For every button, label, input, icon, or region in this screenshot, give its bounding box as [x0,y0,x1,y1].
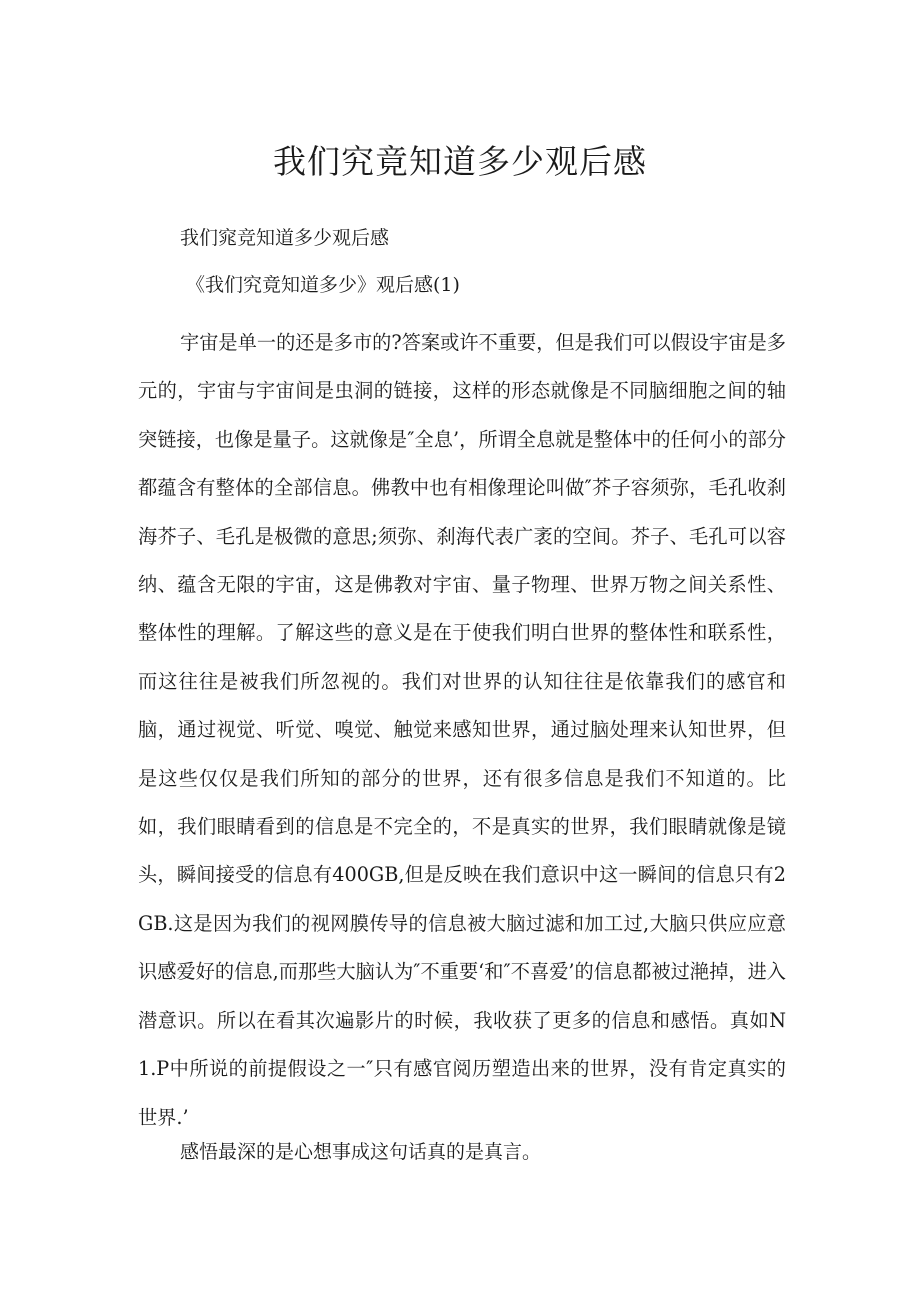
document-subtitle: 我们窕竞知道多少观后感 [180,227,390,249]
body-paragraph: 宇宙是单一的还是多市的?答案或许不重要，但是我们可以假设宇宙是多元的，宇宙与宇宙间是虫洞的链接，这样的形态就像是不同脑细胞之间的轴突链接，也像是量子。这就像是″全息’，所谓全息就是整体中的任何小的部分都蕴含有整体的全部信息。佛教中也有相像理论叫做″芥子容须弥，毛孔收刹海芥子、毛孔是极微的意思;须弥、刹海代表广袤的空间。芥子、毛孔可以容纳、蕴含无限的宇宙，这是佛教对宇宙、量子物理、世界万物之间关系性、整体性的理解。了解这些的意义是在于使我们明白世界的整体性和联系性，而这往往是被我们所忽视的。我们对世界的认知往往是依靠我们的感官和脑，通过视觉、听觉、嗅觉、触觉来感知世界，通过脑处理来认知世界，但是这些仅仅是我们所知的部分的世界，还有很多信息是我们不知道的。比如，我们眼睛看到的信息是不完全的，不是真实的世界，我们眼睛就像是镜头，瞬间接受的信息有400GB,但是反映在我们意识中这一瞬间的信息只有2GB.这是因为我们的视网膜传导的信息被大脑过滤和加工过,大脑只供应应意识感爱好的信息,而那些大脑认为″不重要‘和″不喜爱’的信息都被过滟掉，进入潜意识。所以在看其次遍影片的时候，我收获了更多的信息和感悟。真如N1.P中所说的前提假设之一″只有感官阅历塑造出来的世界，没有肯定真实的世界.’ [138,331,786,1129]
closing-paragraph: 感悟最深的是心想事成这句话真的是真言。 [180,1141,542,1163]
section-heading: 《我们究竟知道多少》观后感(1) [186,274,460,296]
document-title: 我们究竟知道多少观后感 [273,142,647,181]
